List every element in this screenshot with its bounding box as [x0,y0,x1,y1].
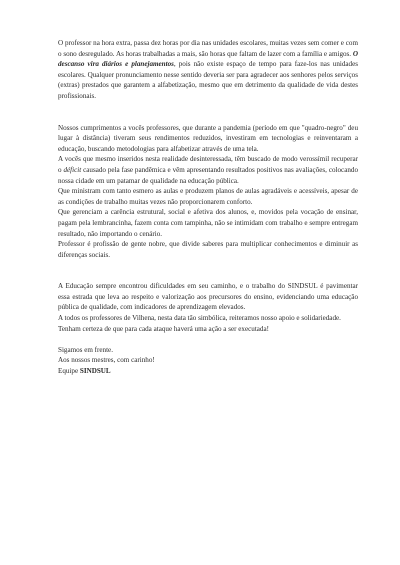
paragraph-deficit-recovery [58,154,358,186]
spacer [58,102,358,123]
paragraph-overtime [58,38,358,102]
signature-prefix: Equipe [58,367,80,376]
paragraph-deficit-end: causado pela fase pandêmica e vêm apresentando resultados positivos nas avaliações, colocando nossa cidade em um patamar de qualidade na educação pública. [58,165,358,185]
paragraph-pandemic-greetings: Nossos cumprimentos a vocês professores, que durante a pandemia (período em que "quadro-negro" deu lugar à distância) tiveram seus rendimentos reduzidos, investiram em tecnologias e reinventaram a educação, buscando metodologias para alfabetizar através de uma tela. [58,123,358,153]
paragraph-deficit-start: A vocês que mesmo inseridos nesta realidade desinteressada, têm buscado de modo verossímil recuperar o [58,155,358,174]
paragraph-support: A todos os professores de Vilhena, nesta data tão simbólica, reiteramos nosso apoio e solidariedade. [58,314,341,323]
spacer [58,260,358,281]
spacer [58,334,358,345]
closing-line-teachers: Aos nossos mestres, com carinho! [58,356,155,365]
signature-name: SINDSUL [79,367,111,376]
paragraph-overtime-start: O professor na hora extra, passa dez horas por dia nas unidades escolares, muitas vezes sem comer e com o sono desregulado. As horas trabalhadas a mais, são horas que faltam de lazer com a família e amigos. [58,39,358,58]
emphasis-deficit: déficit [63,165,82,174]
paragraph-care: Que gerenciam a carência estrutural, social e afetiva dos alunos, e, movidos pela vocação de ensinar, pagam pela lembrancinha, fazem conta com tampinha, não se intimidam com trabalho e sempre entregam resultado, não importando o cenário. [58,208,358,238]
paragraph-action: Tenham certeza de que para cada ataque haverá uma ação a ser executada! [58,324,269,333]
signature [58,366,358,377]
paragraph-sindsul-mission: A Educação sempre encontrou dificuldades em seu caminho, e o trabalho do SINDSUL é pavimentar essa estrada que leva ao respeito e valorização aos precursores do ensino, evidenciando uma educação pública de qualidade, com indicadores de aprendizagem elevados. [58,282,358,312]
closing-line-forward: Sigamos em frente. [58,345,113,354]
emphasis-rest-becomes-planning: O descanso vira diários e planejamentos [58,49,358,69]
paragraph-noble-profession: Professor é profissão de gente nobre, que divide saberes para multiplicar conhecimentos e diminuir as diferenças sociais. [58,240,358,259]
paragraph-lessons: Que ministram com tanto esmero as aulas e produzem planos de aulas agradáveis e acessíveis, apesar de as condições de trabalho muitas vezes não proporcionarem conforto. [58,187,358,206]
paragraph-overtime-end: , pois não existe espaço de tempo para faze-los nas unidades escolares. Qualquer pronunciamento nesse sentido deveria ser para agradecer aos senhores pelos serviços (extras) prestados que garantem a alfabetização, mesmo que em detrimento da qualidade de vida destes profissionais. [58,60,358,100]
